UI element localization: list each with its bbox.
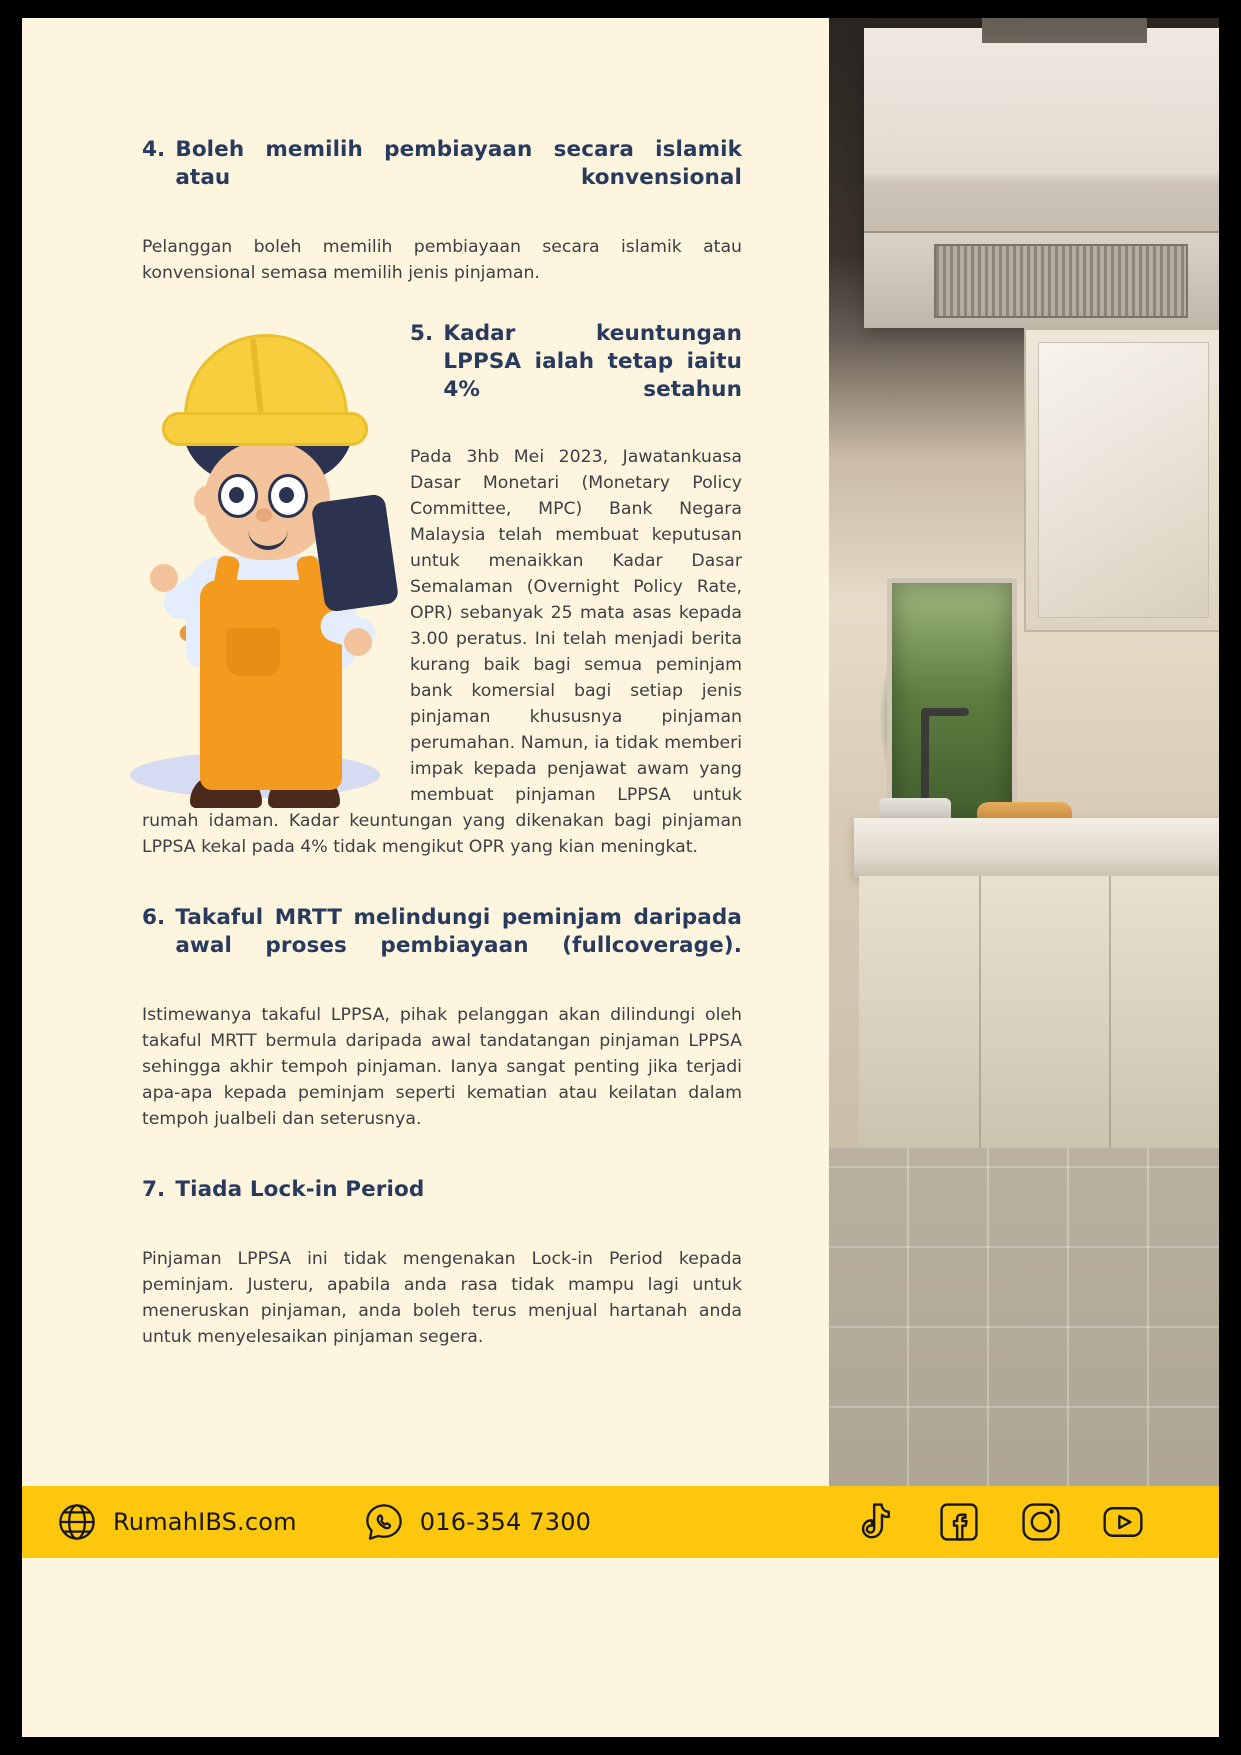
section-7-body: Pinjaman LPPSA ini tidak mengenakan Lock-in Period kepada peminjam. Justeru, apabila anda rasa tidak mampu lagi untuk meneruskan pinjaman, anda boleh terus menjual hartanah anda untuk menyelesaikan pinjaman segera. <box>142 1249 742 1347</box>
kitchen-floor <box>829 1148 1219 1486</box>
section-6-title: Takaful MRTT melindungi peminjam daripada awal proses pembiayaan (fullcoverage). <box>175 905 742 958</box>
range-hood-shaft <box>982 18 1147 43</box>
tiktok-icon <box>855 1500 899 1544</box>
kitchen-photo-image <box>829 18 1219 1486</box>
youtube-icon <box>1101 1500 1145 1544</box>
worker-illustration <box>122 328 392 808</box>
section-5-heading <box>410 320 742 432</box>
worker-overalls <box>200 580 342 790</box>
section-4-number: 4. <box>142 137 166 162</box>
worker-right-hand <box>344 628 372 656</box>
section-5-title: Kadar keuntungan LPPSA ialah tetap iaitu 4% setahun <box>443 321 742 402</box>
section-6 <box>142 904 742 1132</box>
helmet-brim <box>162 412 368 446</box>
footer-social-links <box>855 1500 1145 1544</box>
upper-cabinet <box>1024 328 1219 632</box>
footer-contact-bar <box>22 1486 1219 1558</box>
facebook-icon <box>937 1500 981 1544</box>
worker-right-eye <box>268 474 308 518</box>
section-4-heading <box>142 136 742 220</box>
section-6-body: Istimewanya takaful LPPSA, pihak pelanggan akan dilindungi oleh takaful MRTT bermula daripada awal tandatangan pinjaman LPPSA sehingga akhir tempoh pinjaman. Ianya sangat penting jika terjadi apa-apa kepada peminjam seperti kematian atau keilatan dalam tempoh jualbeli dan seterusnya. <box>142 1005 742 1129</box>
range-hood-vent <box>934 244 1188 318</box>
worker-nose <box>256 508 272 522</box>
footer <box>22 1486 1219 1737</box>
section-5-body: Pada 3hb Mei 2023, Jawatankuasa Dasar Monetari (Monetary Policy Committee, MPC) Bank Negara Malaysia telah membuat keputusan untuk menaikkan Kadar Dasar Semalaman (Overnight Policy Rate, OPR) sebanyak 25 mata asas kepada 3.00 peratus. Ini telah menjadi berita kurang baik bagi semua peminjam bank komersial bagi setiap jenis pinjaman khususnya pinjaman perumahan. Namun, ia tidak memberi impak kepada penjawat awam yang membuat pinjaman LPPSA untuk rumah idaman. Kadar keuntungan yang dikenakan bagi pinjaman LPPSA kekal pada 4% tidak mengikut OPR yang kian meningkat. <box>142 447 742 857</box>
section-4-title: Boleh memilih pembiayaan secara islamik atau konvensional <box>175 137 742 190</box>
kitchen-photo <box>829 18 1219 1486</box>
section-6-heading <box>142 904 742 988</box>
section-7-title: Tiada Lock-in Period <box>175 1177 425 1202</box>
whatsapp-phone-icon <box>363 1501 405 1543</box>
footer-website-label: RumahIBS.com <box>113 1508 297 1536</box>
footer-website[interactable] <box>56 1501 297 1543</box>
section-7 <box>142 1176 742 1350</box>
overall-pocket <box>226 628 280 676</box>
footer-phone[interactable] <box>363 1501 591 1543</box>
worker-left-hand <box>150 564 178 592</box>
section-4 <box>142 136 742 286</box>
hammer-head <box>311 493 400 612</box>
poster-sheet <box>22 18 1219 1737</box>
section-6-number: 6. <box>142 905 166 930</box>
content-column <box>22 18 834 1486</box>
instagram-icon <box>1019 1500 1063 1544</box>
section-4-body: Pelanggan boleh memilih pembiayaan secara islamik atau konvensional semasa memilih jenis pinjaman. <box>142 237 742 283</box>
footer-phone-label: 016-354 7300 <box>419 1508 592 1536</box>
facebook-link[interactable] <box>937 1500 981 1544</box>
section-5-number: 5. <box>410 321 434 346</box>
tiktok-link[interactable] <box>855 1500 899 1544</box>
globe-icon <box>56 1501 98 1543</box>
instagram-link[interactable] <box>1019 1500 1063 1544</box>
kitchen-counter <box>854 818 1219 878</box>
range-hood <box>864 28 1219 328</box>
youtube-link[interactable] <box>1101 1500 1145 1544</box>
section-5 <box>142 320 742 860</box>
worker-left-eye <box>218 474 258 518</box>
section-7-number: 7. <box>142 1177 166 1202</box>
section-7-heading <box>142 1176 742 1232</box>
faucet <box>921 708 929 808</box>
